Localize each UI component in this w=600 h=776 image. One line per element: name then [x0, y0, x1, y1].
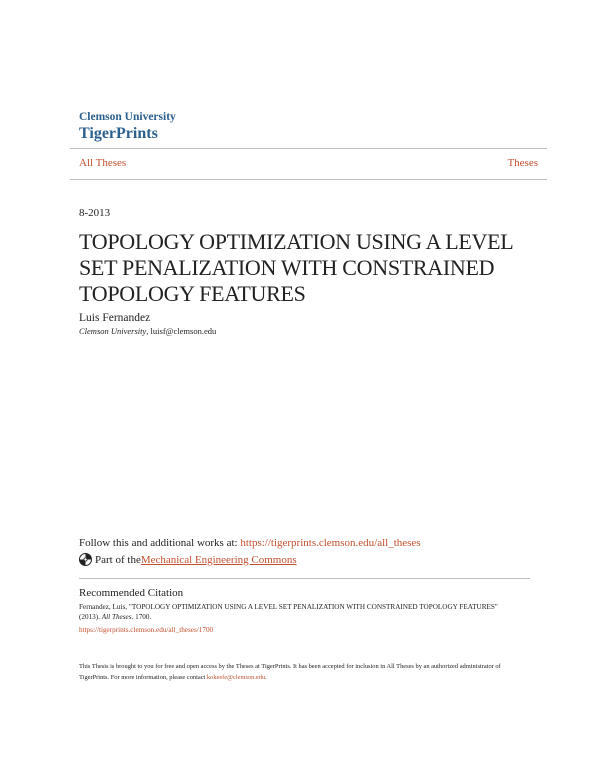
document-title: TOPOLOGY OPTIMIZATION USING A LEVEL SET PENALIZATION WITH CONSTRAINED TOPOLOGY FEATURES	[79, 229, 513, 306]
part-of-line	[79, 553, 297, 566]
citation-text	[79, 602, 499, 622]
university-name[interactable]: Clemson University	[79, 111, 176, 123]
citation-url-link[interactable]: https://tigerprints.clemson.edu/all_theses/1700	[79, 626, 214, 634]
publication-date: 8-2013	[79, 207, 111, 219]
bepress-commons-network-icon	[79, 553, 92, 566]
citation-series: All Theses	[101, 613, 132, 621]
notice-text: This Thesis is brought to you for free and open access by the Theses at TigerPrints. It has been accepted for inclusion in All Theses by an authorized administrator of TigerPrints. For more information, please contact	[79, 663, 501, 681]
author-email: , luisf@clemson.edu	[146, 326, 217, 336]
notice-end: .	[265, 674, 267, 681]
citation-divider	[79, 578, 530, 579]
author-name: Luis Fernandez	[79, 312, 151, 324]
citation-main: Fernandez, Luis, "TOPOLOGY OPTIMIZATION USING A LEVEL SET PENALIZATION WITH CONSTRAINED TOPOLOGY FEATURES" (2013).	[79, 603, 498, 621]
citation-heading: Recommended Citation	[79, 587, 184, 599]
affiliation-name: Clemson University	[79, 326, 147, 336]
repository-header	[79, 110, 176, 144]
author-affiliation	[79, 326, 216, 336]
nav-bottom-divider	[70, 179, 547, 180]
contact-email-link[interactable]: kokeefe@clemson.edu	[206, 674, 266, 681]
part-of-label: Part of the	[95, 553, 141, 566]
follow-label: Follow this and additional works at:	[79, 537, 241, 549]
mechanical-engineering-commons-link[interactable]: Mechanical Engineering Commons	[140, 553, 297, 566]
theses-link[interactable]: Theses	[507, 157, 538, 169]
all-theses-link[interactable]: All Theses	[79, 157, 127, 169]
all-theses-url-link[interactable]: https://tigerprints.clemson.edu/all_theses	[240, 537, 421, 549]
citation-number: . 1700.	[131, 613, 152, 621]
follow-line	[79, 537, 421, 549]
repository-name[interactable]: TigerPrints	[79, 125, 158, 142]
nav-top-divider	[70, 148, 547, 149]
access-notice	[79, 661, 529, 683]
